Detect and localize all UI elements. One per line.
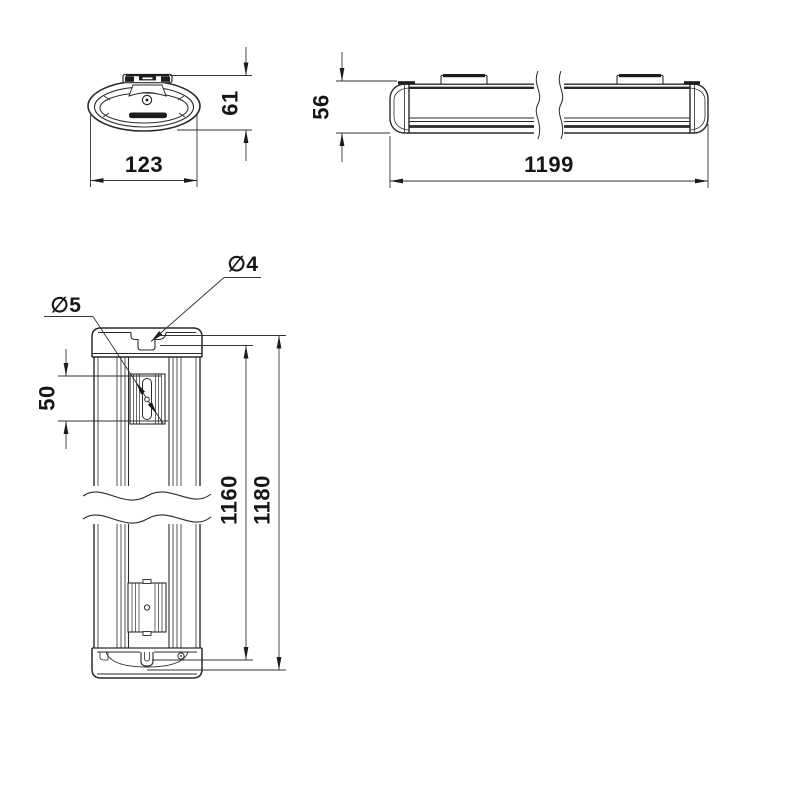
mount-clip-right-foot (161, 76, 170, 81)
bracket-tab-bottom (143, 632, 151, 636)
mount-clip-left (441, 74, 487, 84)
end-latch (684, 81, 700, 84)
dim-label-end-width: 123 (124, 152, 164, 177)
dim-label-slot-hole-dia: ∅5 (50, 294, 82, 317)
lower-mount-bracket (128, 580, 166, 636)
slot-hole (145, 397, 150, 402)
dim-label-clip-hole-dia: ∅4 (227, 253, 259, 276)
end-latch (398, 81, 415, 84)
screw-center-dot (146, 99, 149, 102)
dim-label-end-height: 61 (217, 90, 243, 116)
bracket-tab-top (143, 580, 151, 584)
dim-label-slot-pitch: 50 (34, 385, 60, 411)
dim-label-side-length: 1199 (524, 152, 574, 177)
keyhole-slot (141, 652, 153, 666)
plan-bottom-cap (92, 648, 202, 678)
mount-clip-top-edge (126, 74, 169, 76)
dim-label-side-height: 56 (308, 94, 334, 120)
mount-clip-right (617, 74, 663, 84)
nameplate (129, 113, 167, 119)
dim-label-mount-length: 1160 (216, 475, 242, 525)
plan-top-cap (92, 328, 202, 357)
mount-clip-left-foot (125, 76, 134, 81)
mount-clip-latch-slot (143, 77, 153, 79)
dim-label-overall-body-length: 1180 (249, 475, 275, 525)
